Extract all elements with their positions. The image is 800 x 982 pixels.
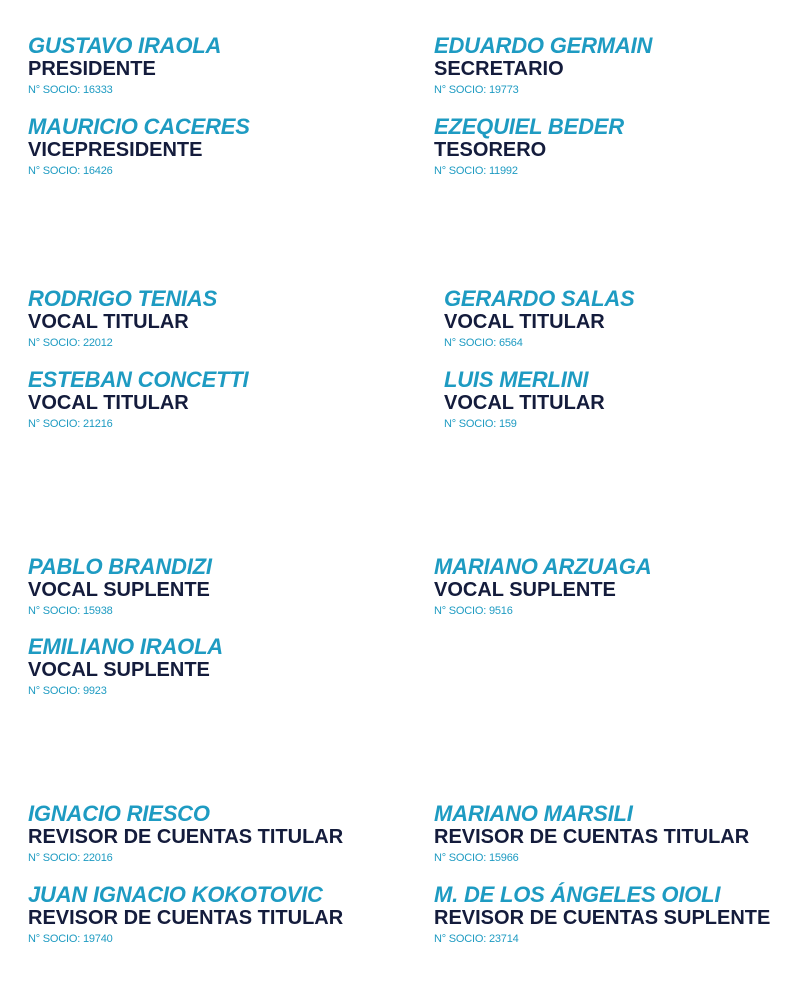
member-ezequiel-beder <box>434 114 624 178</box>
member-name: M. DE LOS ÁNGELES OIOLI <box>434 882 721 907</box>
member-socio-number: N° SOCIO: 21216 <box>28 418 113 430</box>
member-role: VOCAL TITULAR <box>444 392 605 414</box>
member-name: MAURICIO CACERES <box>28 114 250 139</box>
member-role: VOCAL SUPLENTE <box>434 579 616 601</box>
member-socio-number: N° SOCIO: 16333 <box>28 84 113 96</box>
member-role: VOCAL SUPLENTE <box>28 579 210 601</box>
member-socio-number: N° SOCIO: 11992 <box>434 165 518 177</box>
member-mariano-marsili <box>434 801 749 865</box>
member-name: IGNACIO RIESCO <box>28 801 210 826</box>
member-eduardo-germain <box>434 33 652 97</box>
member-role: VOCAL SUPLENTE <box>28 659 210 681</box>
member-socio-number: N° SOCIO: 9923 <box>28 685 107 697</box>
member-mauricio-caceres <box>28 114 250 178</box>
member-socio-number: N° SOCIO: 6564 <box>444 337 523 349</box>
member-socio-number: N° SOCIO: 19740 <box>28 933 113 945</box>
member-name: MARIANO ARZUAGA <box>434 554 652 579</box>
member-mariano-arzuaga <box>434 554 651 618</box>
member-role: REVISOR DE CUENTAS TITULAR <box>28 826 344 848</box>
member-name: LUIS MERLINI <box>444 367 589 392</box>
member-name: MARIANO MARSILI <box>434 801 633 826</box>
member-role: TESORERO <box>434 139 547 161</box>
member-name: GUSTAVO IRAOLA <box>28 33 222 58</box>
member-pablo-brandizi <box>28 554 212 618</box>
member-role: PRESIDENTE <box>28 58 156 80</box>
member-socio-number: N° SOCIO: 15966 <box>434 852 519 864</box>
member-juan-ignacio-kokotovic <box>28 882 343 946</box>
member-role: VOCAL TITULAR <box>28 311 189 333</box>
member-ignacio-riesco <box>28 801 343 865</box>
member-esteban-concetti <box>28 367 248 431</box>
member-role: SECRETARIO <box>434 58 564 80</box>
member-rodrigo-tenias <box>28 286 217 350</box>
member-role: VOCAL TITULAR <box>28 392 189 414</box>
member-name: EMILIANO IRAOLA <box>28 634 223 659</box>
member-name: RODRIGO TENIAS <box>28 286 218 311</box>
member-role: REVISOR DE CUENTAS TITULAR <box>28 907 344 929</box>
member-role: VOCAL TITULAR <box>444 311 605 333</box>
member-name: EZEQUIEL BEDER <box>434 114 624 139</box>
member-socio-number: N° SOCIO: 22012 <box>28 337 113 349</box>
member-luis-merlini <box>444 367 605 431</box>
member-socio-number: N° SOCIO: 16426 <box>28 165 113 177</box>
member-socio-number: N° SOCIO: 159 <box>444 418 517 430</box>
member-role: REVISOR DE CUENTAS TITULAR <box>434 826 750 848</box>
member-gerardo-salas <box>444 286 635 350</box>
member-role: VICEPRESIDENTE <box>28 139 203 161</box>
member-role: REVISOR DE CUENTAS SUPLENTE <box>434 907 771 929</box>
member-socio-number: N° SOCIO: 9516 <box>434 605 513 617</box>
member-emiliano-iraola <box>28 634 223 698</box>
member-name: ESTEBAN CONCETTI <box>28 367 249 392</box>
member-socio-number: N° SOCIO: 23714 <box>434 933 519 945</box>
member-name: GERARDO SALAS <box>444 286 635 311</box>
member-gustavo-iraola <box>28 33 221 97</box>
member-name: JUAN IGNACIO KOKOTOVIC <box>28 882 323 907</box>
member-socio-number: N° SOCIO: 22016 <box>28 852 113 864</box>
member-name: EDUARDO GERMAIN <box>434 33 653 58</box>
member-m-de-los-angeles-oioli <box>434 882 770 946</box>
member-socio-number: N° SOCIO: 19773 <box>434 84 519 96</box>
member-name: PABLO BRANDIZI <box>28 554 212 579</box>
member-socio-number: N° SOCIO: 15938 <box>28 605 113 617</box>
